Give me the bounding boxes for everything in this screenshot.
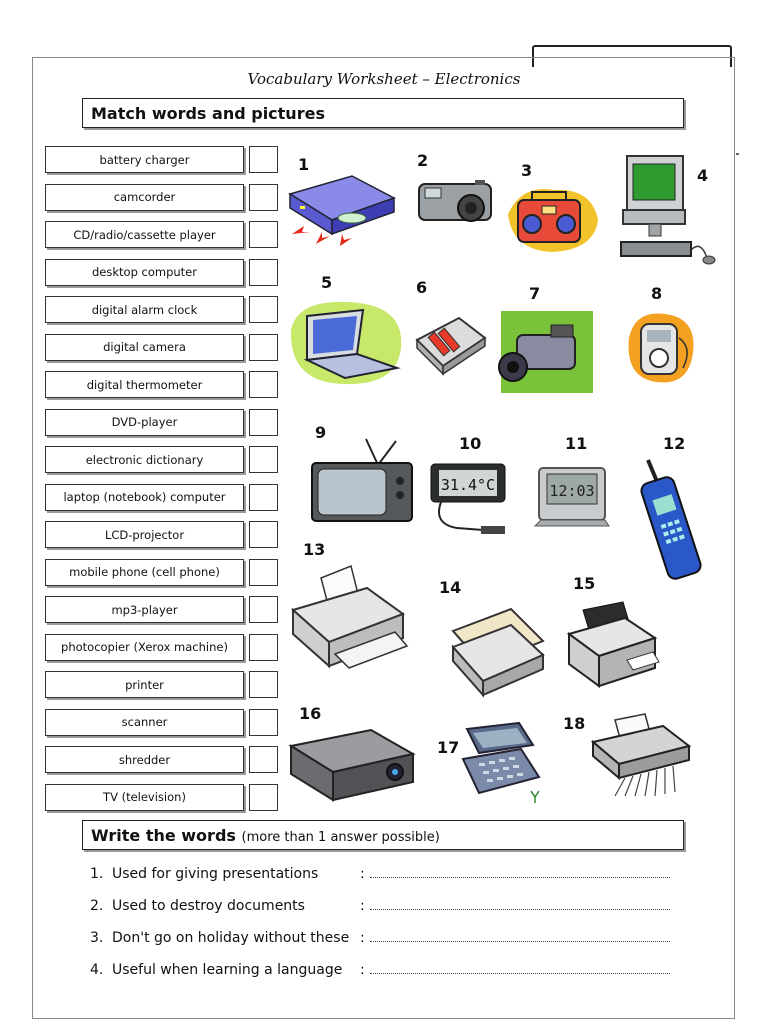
word-box: photocopier (Xerox machine) [45,634,244,661]
picture-number: 13 [303,540,326,559]
question-text: Useful when learning a language [112,962,343,978]
alarm-clock-icon [533,464,613,532]
word-box: CD/radio/cassette player [45,221,244,248]
picture-number: 10 [459,434,482,453]
answer-box[interactable] [249,334,278,361]
word-box: mp3-player [45,596,244,623]
dvd-player-icon [282,172,400,256]
answer-box[interactable] [249,409,278,436]
word-box: LCD-projector [45,521,244,548]
answer-box[interactable] [249,559,278,586]
word-box: electronic dictionary [45,446,244,473]
match-heading: Match words and pictures [91,104,325,123]
answer-line[interactable] [370,973,670,974]
question-row [90,962,680,982]
answer-box[interactable] [249,371,278,398]
mp3-player-icon [623,308,699,388]
question-text: Don't go on holiday without these [112,930,350,946]
mobile-phone-icon [640,458,722,580]
picture-number: 2 [417,151,429,170]
word-box: camcorder [45,184,244,211]
answer-box[interactable] [249,221,278,248]
picture-number: 5 [321,273,333,292]
word-box: desktop computer [45,259,244,286]
answer-line[interactable] [370,877,670,878]
scanner-icon [447,603,549,701]
clock-display: 12:03 [549,482,595,500]
picture-number: 14 [439,578,462,597]
answer-line[interactable] [370,909,670,910]
word-box: shredder [45,746,244,773]
answer-box[interactable] [249,521,278,548]
picture-number: 3 [521,161,533,180]
question-colon: : [360,866,365,882]
picture-number: 17 [437,738,460,757]
answer-box[interactable] [249,709,278,736]
word-box: digital thermometer [45,371,244,398]
picture-number: 8 [651,284,663,303]
shredder-icon [585,712,695,800]
word-box: digital alarm clock [45,296,244,323]
word-box: laptop (notebook) computer [45,484,244,511]
answer-box[interactable] [249,484,278,511]
projector-icon [287,724,417,804]
desktop-computer-icon [617,154,719,266]
laptop-icon [287,296,409,390]
thermometer-display: 31.4°C [440,476,496,494]
digital-thermometer-icon [427,458,511,542]
question-number: 4. [90,962,104,978]
write-subheading: (more than 1 answer possible) [241,830,440,845]
picture-number: 6 [416,278,428,297]
answer-box[interactable] [249,446,278,473]
printer-icon [287,562,411,672]
picture-number: 15 [573,574,596,593]
word-box: scanner [45,709,244,736]
picture-number: 1 [298,155,310,174]
boombox-icon [502,180,602,256]
picture-number: 11 [565,434,588,453]
write-heading [91,826,440,845]
worksheet-title: Vocabulary Worksheet – Electronics [247,70,521,88]
word-box: printer [45,671,244,698]
margin-mark [736,153,739,155]
question-number: 3. [90,930,104,946]
word-box: mobile phone (cell phone) [45,559,244,586]
question-colon: : [360,898,365,914]
camcorder-icon [495,307,597,397]
answer-box[interactable] [249,784,278,811]
write-section-header [82,820,684,850]
answer-box[interactable] [249,634,278,661]
word-box: TV (television) [45,784,244,811]
answer-line[interactable] [370,941,670,942]
answer-box[interactable] [249,746,278,773]
picture-number: 9 [315,423,327,442]
answer-box[interactable] [249,296,278,323]
picture-number: 16 [299,704,322,723]
answer-box[interactable] [249,596,278,623]
question-row [90,866,680,886]
question-row [90,930,680,950]
answer-box[interactable] [249,671,278,698]
answer-box[interactable] [249,146,278,173]
battery-charger-icon [413,310,489,376]
television-icon [310,437,415,525]
word-box: digital camera [45,334,244,361]
word-box: battery charger [45,146,244,173]
digital-camera-icon [415,178,495,228]
electronic-dictionary-icon [459,719,545,805]
picture-number: 4 [697,166,709,185]
picture-number: 12 [663,434,686,453]
match-section-header [82,98,684,128]
question-colon: : [360,962,365,978]
question-number: 2. [90,898,104,914]
question-row [90,898,680,918]
answer-box[interactable] [249,184,278,211]
photocopier-icon [565,600,661,696]
question-colon: : [360,930,365,946]
question-text: Used to destroy documents [112,898,305,914]
question-text: Used for giving presentations [112,866,319,882]
word-box: DVD-player [45,409,244,436]
picture-number: 18 [563,714,586,733]
question-number: 1. [90,866,104,882]
picture-number: 7 [529,284,541,303]
answer-box[interactable] [249,259,278,286]
write-heading-text: Write the words [91,826,236,845]
